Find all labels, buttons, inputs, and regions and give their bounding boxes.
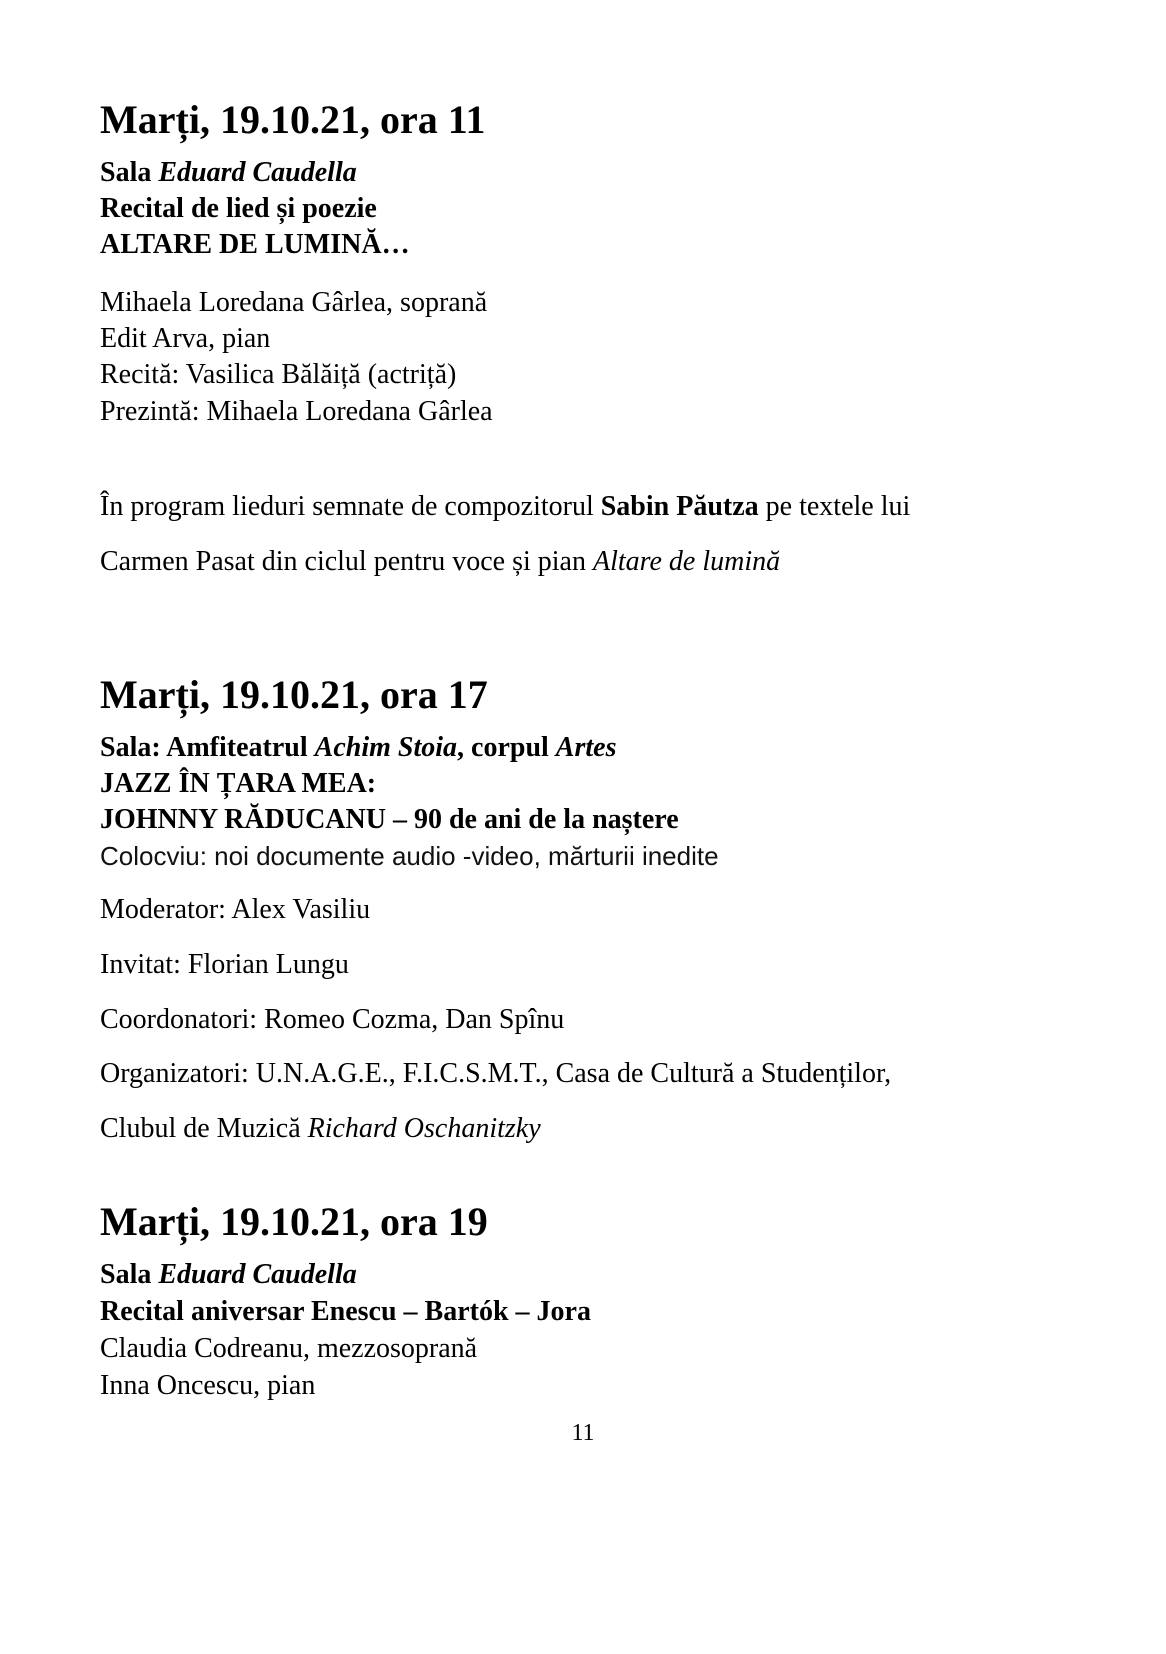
hall-middle: , corpul [457,732,556,763]
event-1-performer: Prezintă: Mihaela Loredana Gârlea [100,396,493,427]
event-2-detail: Invitat: Florian Lungu [100,949,349,980]
event-1-performer: Recită: Vasilica Bălăiță (actriță) [100,359,457,390]
hall-name: Achim Stoia [314,732,458,763]
event-1-title-line2: ALTARE DE LUMINĂ… [100,229,410,260]
event-2-detail: Moderator: Alex Vasiliu [100,894,371,925]
composer-name: Sabin Păutza [600,491,759,522]
hall-name: Eduard Caudella [158,1259,357,1290]
program-text: În program lieduri semnate de compozitorul [100,491,601,522]
event-2-heading: Marți, 19.10.21, ora 17 [100,672,488,717]
event-2-club [100,1112,541,1146]
cycle-title: Altare de lumină [592,546,781,577]
event-1-program-line2 [100,545,780,579]
event-2-title-line1: JAZZ ÎN ȚARA MEA: [100,768,377,799]
club-name: Richard Oschanitzky [307,1113,541,1144]
event-1-program-line1 [100,490,910,524]
hall-name: Eduard Caudella [158,157,357,188]
page-number: 11 [571,1420,595,1446]
event-2-title-line2: JOHNNY RĂDUCANU – 90 de ani de la naștere [100,804,679,835]
program-text: Carmen Pasat din ciclul pentru voce și pian [100,546,593,577]
event-1-performer: Mihaela Loredana Gârlea, soprană [100,287,488,318]
event-1-heading: Marți, 19.10.21, ora 11 [100,97,486,142]
hall-prefix: Sala: Amfiteatrul [100,732,315,763]
hall-prefix: Sala [100,1259,159,1290]
event-2-hall [100,731,616,765]
program-text: pe textele lui [758,491,911,522]
hall-prefix: Sala [100,157,159,188]
event-1-performer: Edit Arva, pian [100,323,271,354]
event-3-hall [100,1258,357,1292]
event-3-title-line1: Recital aniversar Enescu – Bartók – Jora [100,1296,591,1327]
event-2-detail: Organizatori: U.N.A.G.E., F.I.C.S.M.T., Casa de Cultură a Studenților, [100,1058,892,1089]
event-1-hall [100,156,357,190]
event-2-detail: Colocviu: noi documente audio -video, mărturii inedite [100,841,719,871]
hall-building: Artes [555,732,617,763]
event-3-heading: Marți, 19.10.21, ora 19 [100,1199,488,1244]
event-3-performer: Claudia Codreanu, mezzosoprană [100,1333,478,1364]
event-1-title-line1: Recital de lied și poezie [100,193,377,224]
event-3-performer: Inna Oncescu, pian [100,1370,316,1401]
event-2-detail: Coordonatori: Romeo Cozma, Dan Spînu [100,1004,565,1035]
club-prefix: Clubul de Muzică [100,1113,308,1144]
